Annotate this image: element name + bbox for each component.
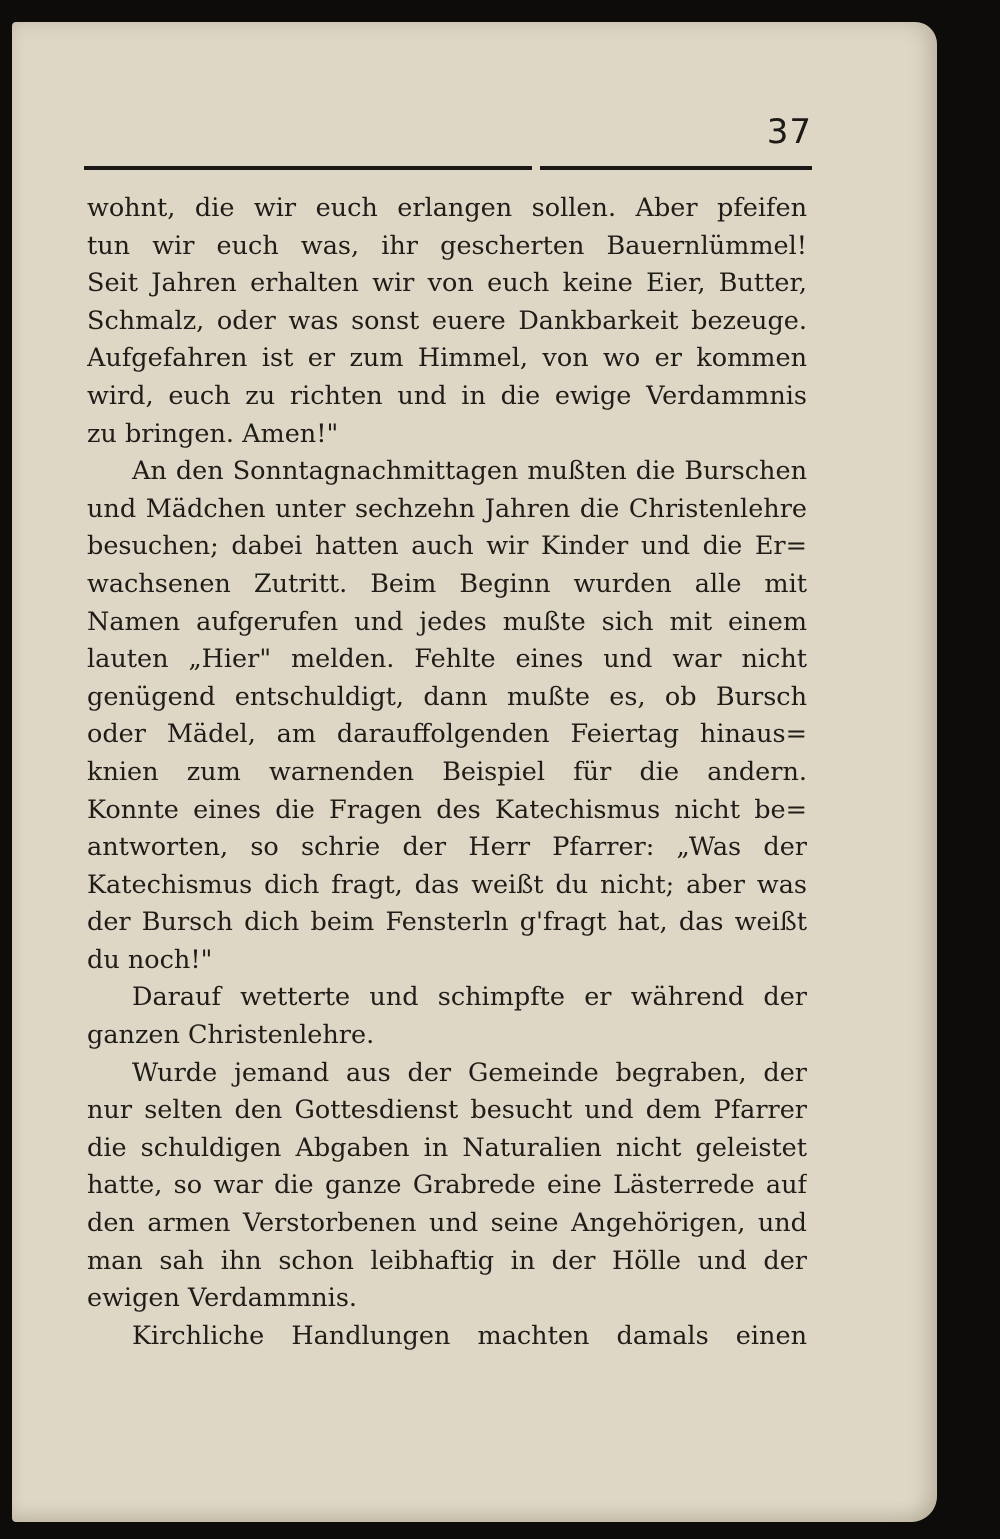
text-line: lauten „Hier" melden. Fehlte eines und war nicht: [87, 644, 807, 675]
text-line: An den Sonntagnachmittagen mußten die Burschen: [132, 456, 807, 487]
text-line: ganzen Christenlehre.: [87, 1020, 375, 1051]
text-line: die schuldigen Abgaben in Naturalien nicht geleistet: [87, 1132, 807, 1163]
text-line: Konnte eines die Fragen des Katechismus nicht be=: [87, 794, 807, 825]
text-line: antworten, so schrie der Herr Pfarrer: „Was der: [87, 832, 807, 863]
text-line: zu bringen. Amen!": [87, 418, 339, 449]
text-line: Seit Jahren erhalten wir von euch keine Eier, Butter,: [87, 268, 807, 299]
text-line: genügend entschuldigt, dann mußte es, ob Bursch: [87, 681, 807, 712]
text-line: Wurde jemand aus der Gemeinde begraben, der: [132, 1057, 807, 1088]
page-header: [82, 112, 812, 172]
body-text: [87, 190, 807, 1355]
text-line: ewigen Verdammnis.: [87, 1283, 358, 1314]
text-line: wachsenen Zutritt. Beim Beginn wurden alle mit: [87, 568, 807, 599]
text-line: man sah ihn schon leibhaftig in der Hölle und der: [87, 1245, 807, 1276]
text-line: Kirchliche Handlungen machten damals einen: [132, 1320, 807, 1351]
text-line: Aufgefahren ist er zum Himmel, von wo er kommen: [87, 343, 807, 374]
text-line: Schmalz, oder was sonst euere Dankbarkeit bezeuge.: [87, 305, 807, 336]
text-line: Darauf wetterte und schimpfte er während der: [132, 982, 807, 1013]
header-rule-right: [540, 166, 812, 170]
text-line: hatte, so war die ganze Grabrede eine Lästerrede auf: [87, 1170, 807, 1201]
text-line: Katechismus dich fragt, das weißt du nicht; aber was: [87, 869, 807, 900]
text-line: wohnt, die wir euch erlangen sollen. Aber pfeifen: [87, 193, 807, 223]
page-number: 37: [766, 112, 812, 152]
text-line: nur selten den Gottesdienst besucht und dem Pfarrer: [87, 1095, 807, 1126]
text-line: Namen aufgerufen und jedes mußte sich mit einem: [87, 606, 807, 637]
book-page: [12, 22, 937, 1522]
text-line: besuchen; dabei hatten auch wir Kinder und die Er=: [87, 531, 807, 562]
text-line: knien zum warnenden Beispiel für die andern.: [87, 756, 807, 787]
text-line: und Mädchen unter sechzehn Jahren die Christenlehre: [87, 493, 807, 524]
text-line: du noch!": [87, 944, 213, 975]
header-rule-left: [84, 166, 532, 170]
text-line: oder Mädel, am darauffolgenden Feiertag hinaus=: [87, 719, 807, 750]
text-line: den armen Verstorbenen und seine Angehörigen, und: [87, 1208, 807, 1239]
text-line: der Bursch dich beim Fensterln g'fragt hat, das weißt: [87, 907, 807, 938]
text-line: tun wir euch was, ihr gescherten Bauernlümmel!: [87, 230, 807, 261]
text-line: wird, euch zu richten und in die ewige Verdammnis: [87, 380, 807, 411]
